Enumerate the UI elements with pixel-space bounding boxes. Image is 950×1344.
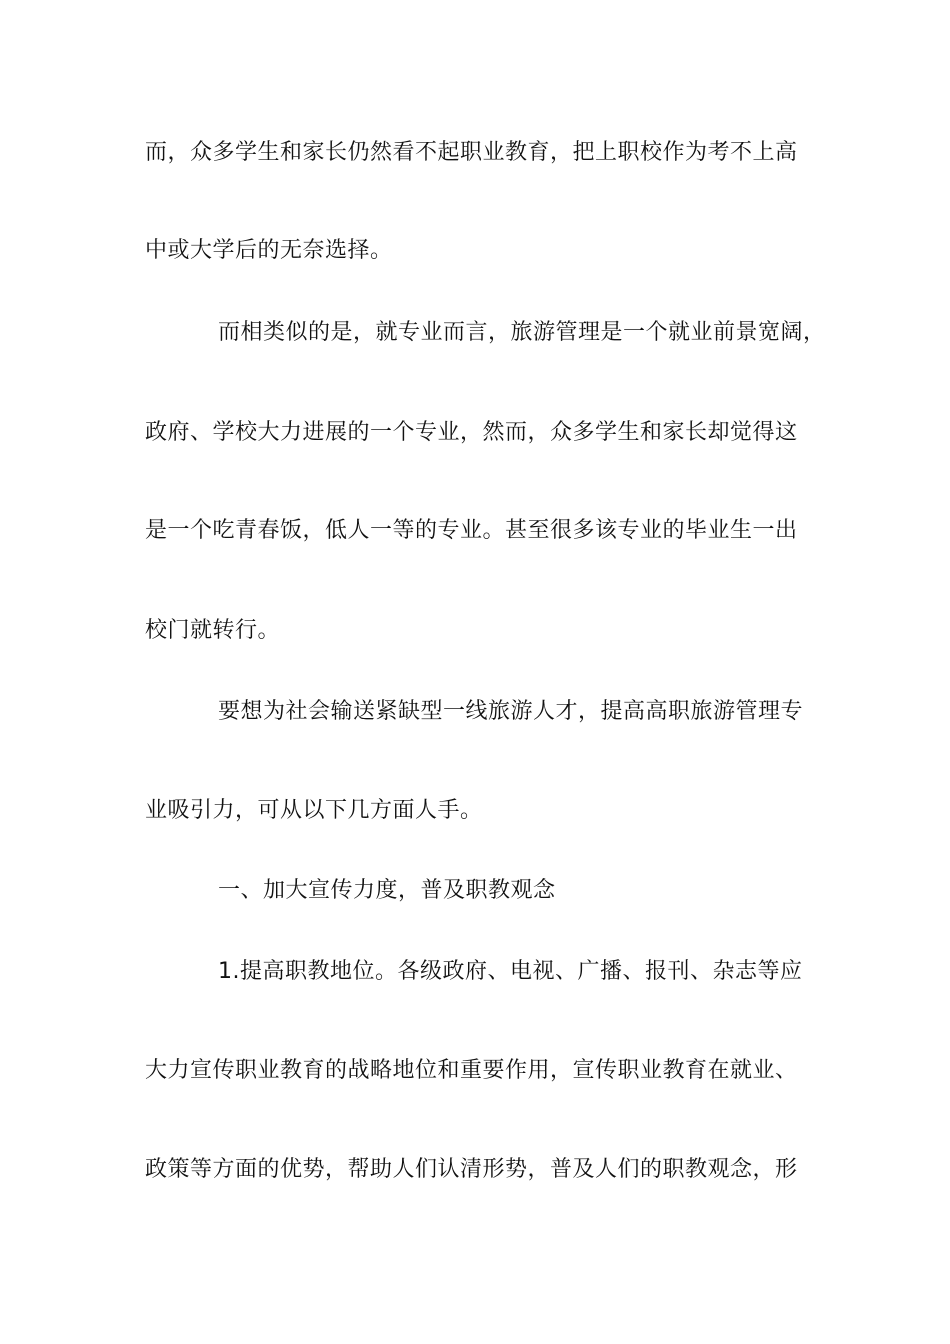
paragraph-line: 政策等方面的优势，帮助人们认清形势，普及人们的职教观念，形 (145, 1157, 798, 1182)
paragraph-line: 政府、学校大力进展的一个专业，然而，众多学生和家长却觉得这 (145, 420, 798, 445)
paragraph-line: 是一个吃青春饭，低人一等的专业。甚至很多该专业的毕业生一出 (145, 518, 798, 543)
paragraph-line: 而相类似的是，就专业而言，旅游管理是一个就业前景宽阔， (218, 320, 826, 345)
paragraph-line: 而，众多学生和家长仍然看不起职业教育，把上职校作为考不上高 (145, 140, 798, 165)
paragraph-line: 中或大学后的无奈选择。 (145, 238, 393, 263)
section-heading: 一、加大宣传力度，普及职教观念 (218, 878, 556, 903)
paragraph-line: 要想为社会输送紧缺型一线旅游人才，提高高职旅游管理专 (218, 699, 804, 724)
paragraph-line: 1.提高职教地位。各级政府、电视、广播、报刊、杂志等应 (218, 959, 803, 984)
paragraph-line: 大力宣传职业教育的战略地位和重要作用，宣传职业教育在就业、 (145, 1058, 798, 1083)
paragraph-line: 业吸引力，可从以下几方面人手。 (145, 798, 483, 823)
paragraph-line: 校门就转行。 (145, 618, 281, 643)
